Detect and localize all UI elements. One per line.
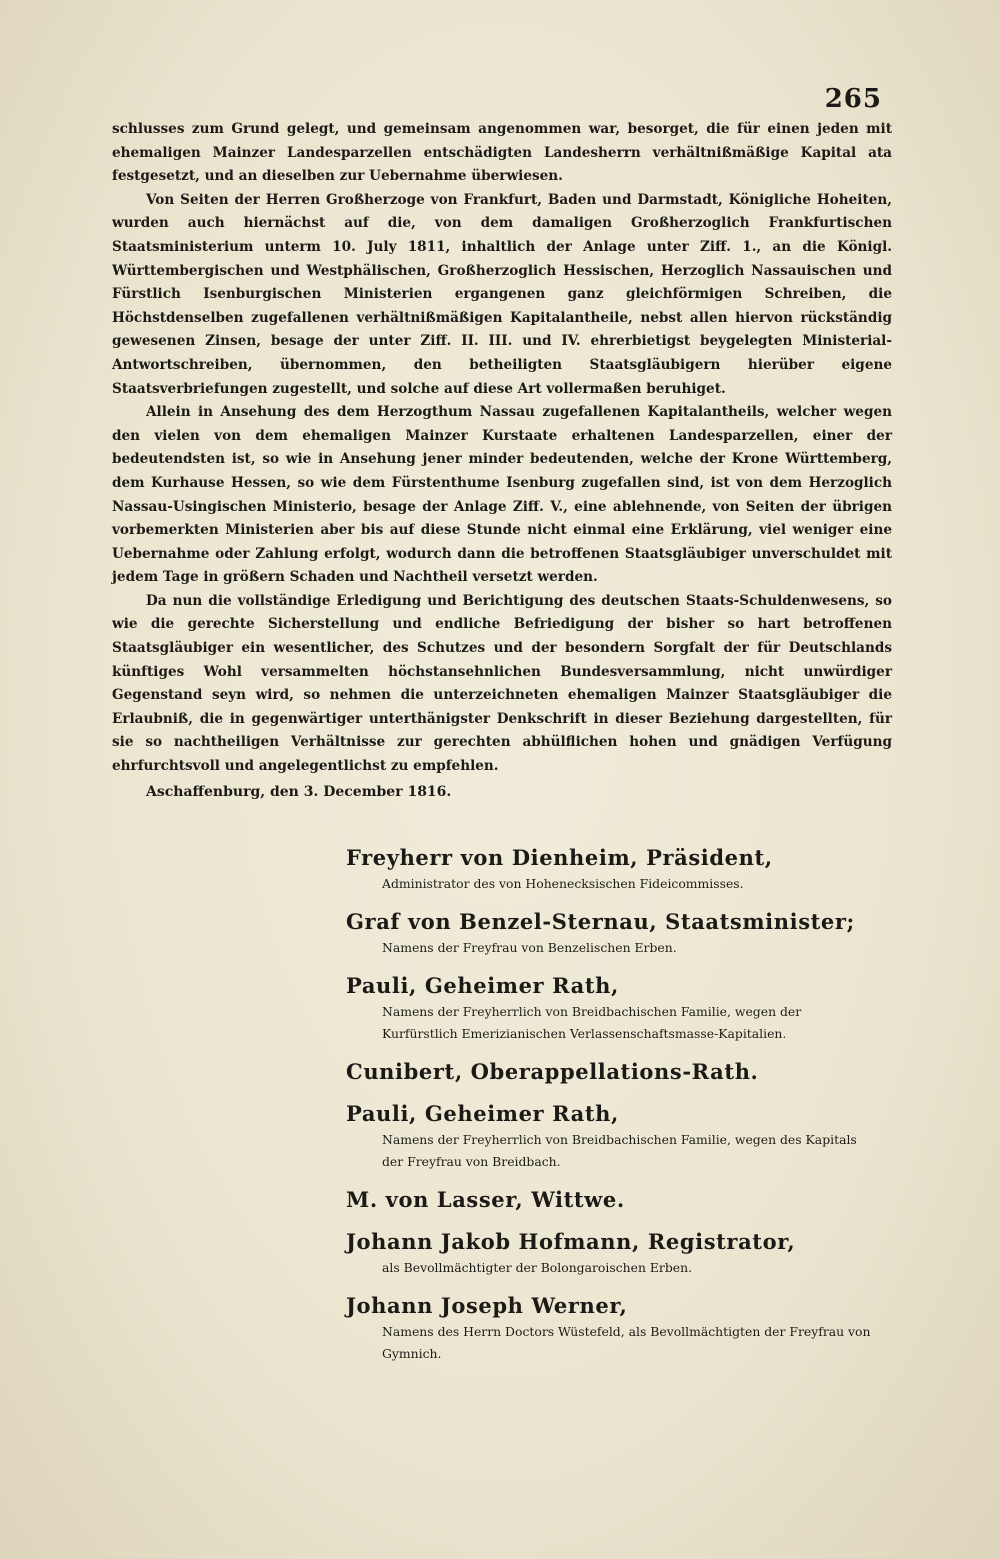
- paragraph: Von Seiten der Herren Großherzoge von Frankfurt, Baden und Darmstadt, Königliche Hoheiten, wurden auch hiernächst auf die, von dem damaligen Großherzoglich Frankfurtischen Staatsministerium unterm 10. July 1811, inhaltlich der Anlage unter Ziff. 1., an die Königl. Württembergischen und Westphälischen, Großherzoglich Hessischen, Herzoglich Nassauischen und Fürstlich Isenburgischen Ministerien ergangenen ganz gleichförmigen Schreiben, die Höchstdenselben zugefallenen verhältnißmäßigen Kapitalantheile, nebst allen hiervon rückständig gewesenen Zinsen, besage der unter Ziff. II. III. und IV. ehrerbietigst beygelegten Ministerial-Antwortschreiben, übernommen, den betheiligten Staatsgläubigern hierüber eigene Staatsverbriefungen zugestellt, und solche auf diese Art vollermaßen beruhiget.: [112, 191, 892, 397]
- signatory-name: Cunibert, Oberappellations-Rath.: [346, 1059, 759, 1084]
- signatory: [346, 906, 886, 959]
- paragraph: Da nun die vollständige Erledigung und Berichtigung des deutschen Staats-Schuldenwesens, so wie die gerechte Sicherstellung und endliche Befriedigung der bisher so hart betroffenen Staatsgläubiger ein wesentlicher, des Schutzes und der besondern Sorgfalt der für Deutschlands künftiges Wohl versammelten höchstansehnlichen Bundesversammlung, nicht unwürdiger Gegenstand seyn wird, so nehmen die unterzeichneten ehemaligen Mainzer Staatsgläubiger die Erlaubniß, die in gegenwärtiger unterthänigster Denkschrift in dieser Beziehung dargestellten, für sie so nachtheiligen Verhältnisse zur gerechten abhülflichen hohen und gnädigen Verfügung ehrfurchtsvoll und angelegentlichst zu empfehlen.: [112, 592, 892, 775]
- paragraph: Allein in Ansehung des dem Herzogthum Nassau zugefallenen Kapitalantheils, welcher wegen den vielen von dem ehemaligen Mainzer Kurstaate erhaltenen Landesparzellen, einer der bedeutendsten ist, so wie in Ansehung jener minder bedeutenden, welche der Krone Württemberg, dem Kurhause Hessen, so wie dem Fürstenthume Isenburg zugefallen sind, ist von dem Herzoglich Nassau-Usingischen Ministerio, besage der Anlage Ziff. V., eine ablehnende, von Seiten der übrigen vorbemerkten Ministerien aber bis auf diese Stunde nicht einmal eine Erklärung, viel weniger eine Uebernahme oder Zahlung erfolgt, wodurch dann die betroffenen Staatsgläubiger unverschuldet mit jedem Tage in größern Schaden und Nachtheil versetzt werden.: [112, 404, 892, 586]
- signature-block: [346, 842, 886, 1376]
- signatory-detail: Namens der Freyherrlich von Breidbachischen Familie, wegen des Kapitals der Freyfrau von Breidbach.: [382, 1132, 857, 1169]
- signatory: [346, 1290, 886, 1365]
- body-text: [112, 118, 892, 804]
- date-line: Aschaffenburg, den 3. December 1816.: [146, 783, 452, 800]
- signatory-detail: Namens des Herrn Doctors Wüstefeld, als Bevollmächtigten der Freyfrau von Gymnich.: [382, 1324, 871, 1361]
- signatory-name: Graf von Benzel-Sternau, Staatsminister;: [346, 909, 855, 934]
- signatory: [346, 1226, 886, 1279]
- signatory-detail: Administrator des von Hohenecksischen Fideicommisses.: [382, 876, 744, 891]
- signatory-name: Johann Joseph Werner,: [346, 1293, 628, 1318]
- signatory: [346, 1184, 886, 1215]
- signatory: [346, 1056, 886, 1087]
- signatory-detail: Namens der Freyherrlich von Breidbachischen Familie, wegen der Kurfürstlich Emerizianischen Verlassenschaftsmasse-Kapitalien.: [382, 1004, 802, 1041]
- page-number: 265: [824, 84, 882, 114]
- signatory-name: Freyherr von Dienheim, Präsident,: [346, 845, 773, 870]
- signatory-name: Pauli, Geheimer Rath,: [346, 1101, 619, 1126]
- paragraph: schlusses zum Grund gelegt, und gemeinsam angenommen war, besorget, die für einen jeden mit ehemaligen Mainzer Landesparzellen entschädigten Landesherrn verhältnißmäßige Kapital ata festgesetzt, und an dieselben zur Uebernahme überwiesen.: [112, 121, 892, 185]
- signatory-name: Pauli, Geheimer Rath,: [346, 973, 619, 998]
- signatory: [346, 842, 886, 895]
- signatory-name: M. von Lasser, Wittwe.: [346, 1187, 625, 1212]
- signatory-detail: als Bevollmächtigter der Bolongaroischen Erben.: [382, 1260, 693, 1275]
- signatory: [346, 970, 886, 1045]
- signatory-name: Johann Jakob Hofmann, Registrator,: [346, 1229, 796, 1254]
- signatory: [346, 1098, 886, 1173]
- signatory-detail: Namens der Freyfrau von Benzelischen Erben.: [382, 940, 677, 955]
